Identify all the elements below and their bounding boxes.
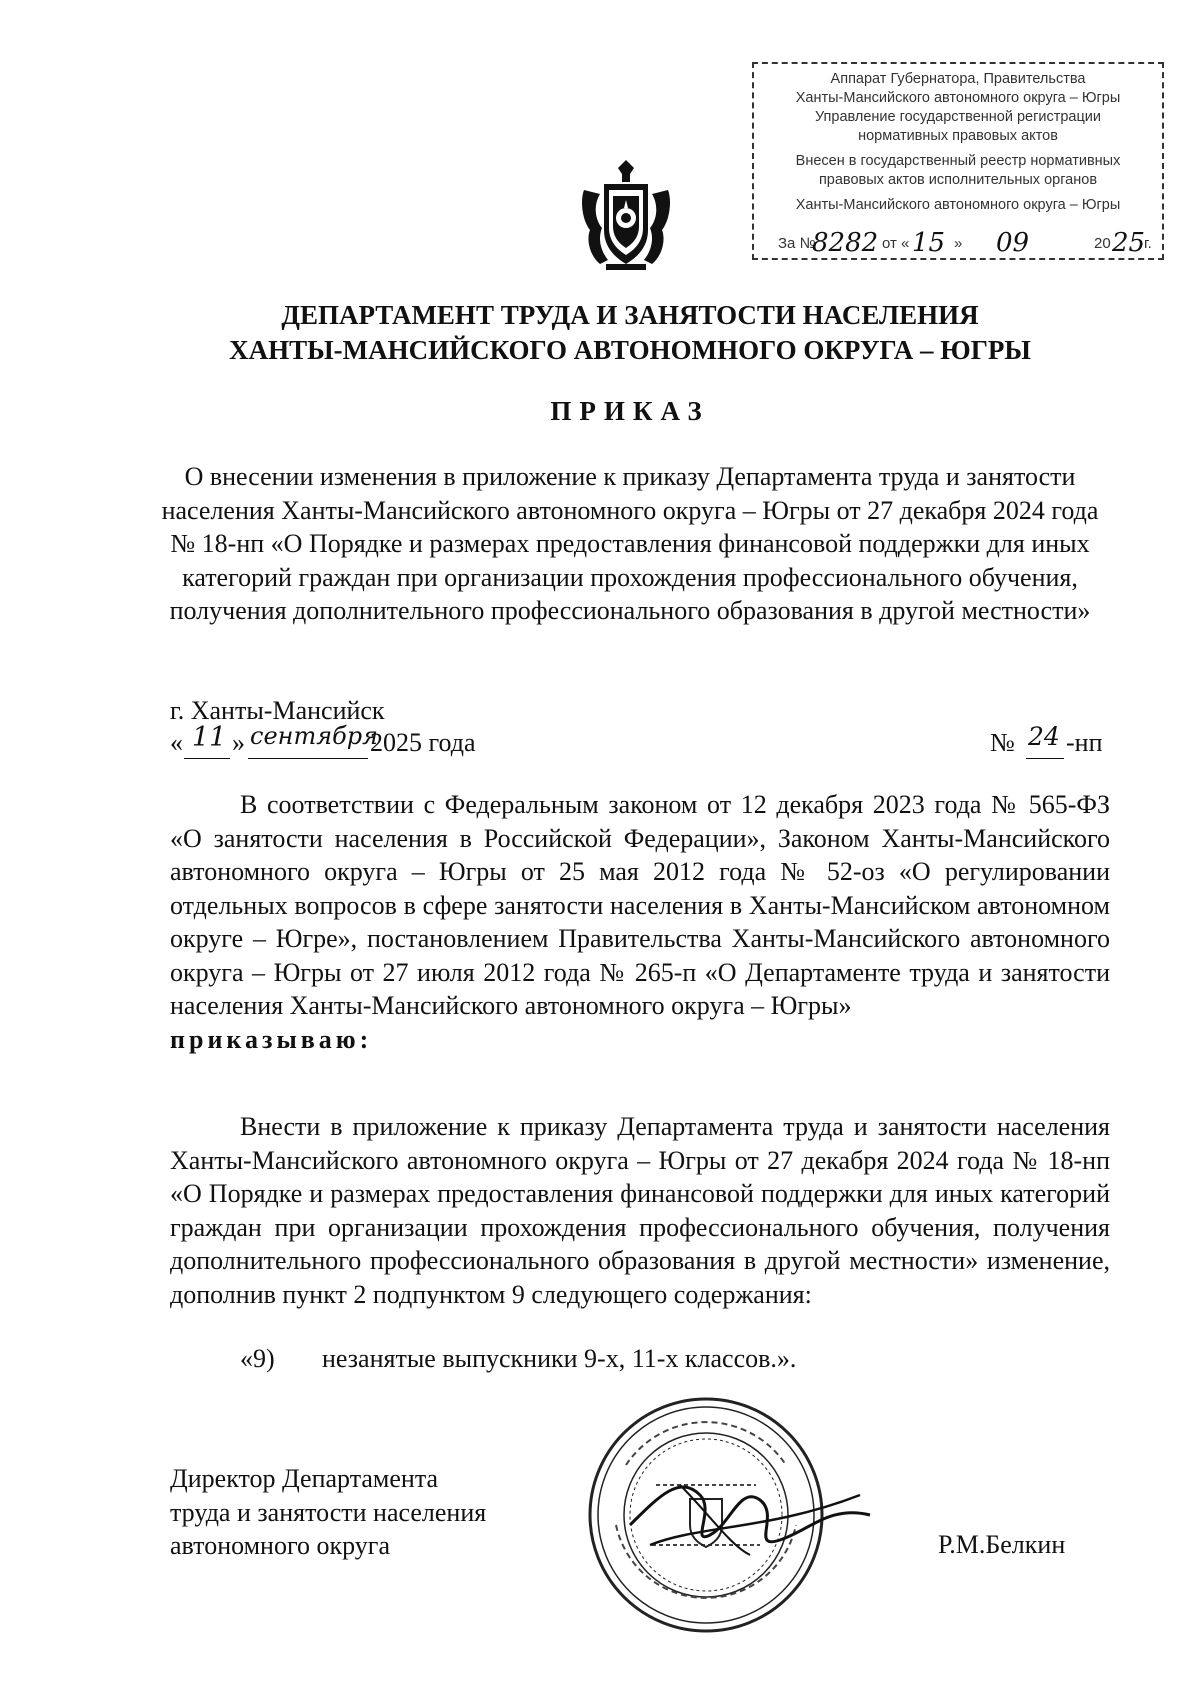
- stamp-month: 09: [996, 228, 1030, 258]
- stamp-line: Ханты-Мансийского автономного округа – Югры: [795, 90, 1121, 106]
- order-number: [990, 722, 1120, 762]
- department-name-line2: ХАНТЫ-МАНСИЙСКОГО АВТОНОМНОГО ОКРУГА – ЮГРЫ: [229, 335, 1031, 365]
- order-word: приказываю:: [170, 1024, 373, 1054]
- department-name: [120, 298, 1140, 368]
- signer-position: [170, 1462, 486, 1563]
- stamp-line: Внесен в государственный реестр нормативных: [795, 153, 1121, 169]
- place-of-issue: г. Ханты-Мансийск: [170, 696, 385, 725]
- stamp-reg-prefix: За №: [778, 235, 816, 252]
- department-name-line1: ДЕПАРТАМЕНТ ТРУДА И ЗАНЯТОСТИ НАСЕЛЕНИЯ: [281, 300, 979, 330]
- stamp-line: Аппарат Губернатора, Правительства: [830, 71, 1086, 87]
- stamp-line: нормативных правовых актов: [858, 128, 1058, 144]
- stamp-line: правовых актов исполнительных органов: [818, 172, 1098, 188]
- order-date: [170, 722, 1110, 764]
- date-open-quote: «: [170, 728, 183, 757]
- preamble-text: В соответствии с Федеральным законом от 12 декабря 2023 года № 565-ФЗ «О занятости населения в Российской Федерации», Законом Ханты-Мансийского автономного округа – Югры от 25 мая 2012 года № 52-оз «О регулировании отдельных вопросов в сфере занятости населения в Ханты-Мансийском автономном округе – Югре», постановлением Правительства Ханты-Мансийского автономного округа – Югры от 27 июля 2012 года № 265-п «О Департаменте труда и занятости населения Ханты-Мансийского автономного округа – Югры»: [170, 790, 1110, 1020]
- stamp-day: 15: [912, 228, 946, 258]
- stamp-line: Управление государственной регистрации: [814, 109, 1102, 125]
- registration-stamp: [752, 62, 1164, 260]
- date-month: сентября: [250, 722, 379, 750]
- coat-of-arms-icon: [578, 160, 674, 272]
- order-title: ПРИКАЗ: [550, 396, 710, 426]
- date-year: 2025 года: [370, 728, 476, 757]
- amendment-item: [240, 1344, 796, 1374]
- signature-icon: [620, 1455, 880, 1575]
- stamp-day-close: »: [954, 235, 963, 252]
- date-day: 11: [192, 722, 227, 753]
- order-number-prefix: №: [990, 728, 1015, 757]
- amendment-item-number: «9): [240, 1344, 275, 1373]
- order-number-value: 24: [1028, 722, 1060, 751]
- order-number-suffix: -нп: [1066, 728, 1103, 757]
- stamp-reg-number: 8282: [812, 228, 879, 258]
- stamp-line: Ханты-Мансийского автономного округа – Югры: [795, 197, 1121, 213]
- stamp-year-prefix: 20: [1094, 235, 1111, 252]
- preamble-paragraph: [170, 788, 1110, 1056]
- stamp-from-label: от «: [882, 235, 910, 252]
- signer-position-line3: автономного округа: [170, 1531, 390, 1560]
- signer-position-line2: труда и занятости населения: [170, 1497, 487, 1527]
- stamp-registration-row: [764, 228, 1154, 258]
- stamp-year-suffix: 25: [1112, 228, 1146, 258]
- signer-position-line1: Директор Департамента: [170, 1464, 439, 1493]
- main-paragraph: Внести в приложение к приказу Департамента труда и занятости населения Ханты-Мансийского автономного округа – Югры от 27 декабря 2024 года № 18-нп «О Порядке и размерах предоставления финансовой поддержки для иных категорий граждан при организации прохождения профессионального обучения, получения дополнительного профессионального образования в другой местности» изменение, дополнив пункт 2 подпунктом 9 следующего содержания:: [170, 1112, 1110, 1309]
- date-close-quote: »: [232, 728, 245, 757]
- signer-name: Р.М.Белкин: [938, 1530, 1066, 1559]
- amendment-item-text: незанятые выпускники 9-х, 11-х классов.».: [322, 1344, 797, 1373]
- stamp-year-end: г.: [1144, 235, 1152, 252]
- order-subject: О внесении изменения в приложение к приказу Департамента труда и занятости населения Ханты-Мансийского автономного округа – Югры от 27 декабря 2024 года № 18-нп «О Порядке и размерах предоставления финансовой поддержки для иных категорий граждан при организации прохождения профессионального обучения, получения дополнительного профессионального образования в другой местности»: [161, 462, 1099, 625]
